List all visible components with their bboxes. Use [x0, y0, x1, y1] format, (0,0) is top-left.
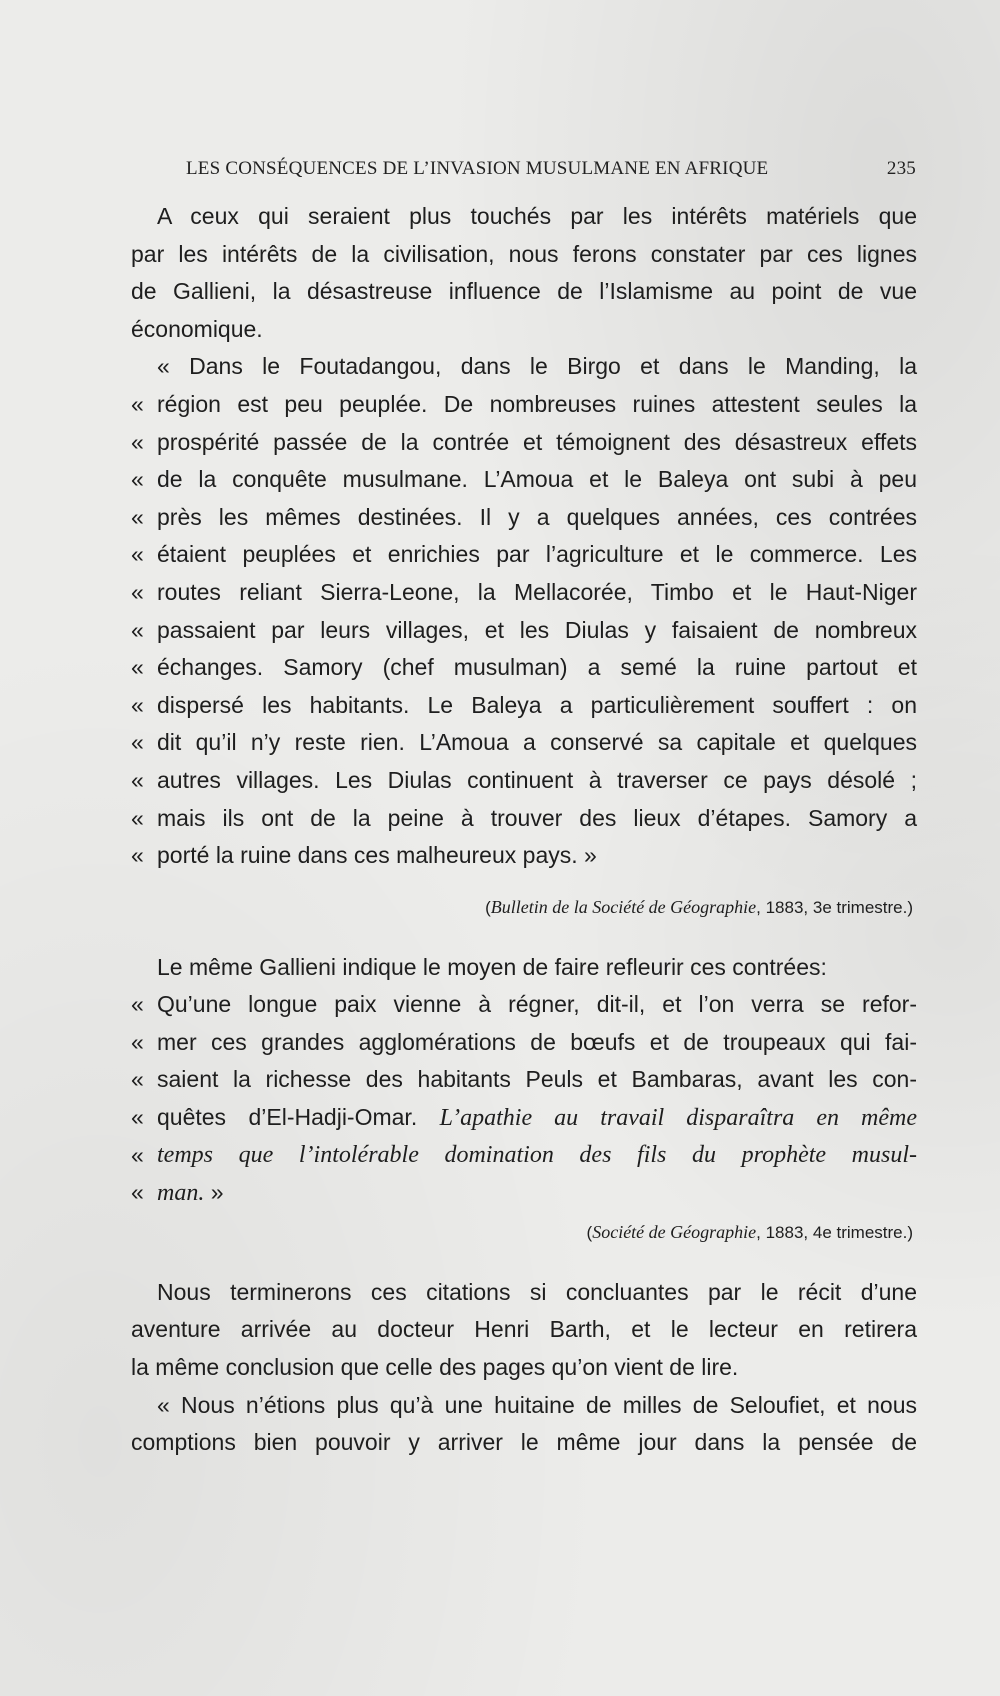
quote-line — [131, 762, 917, 800]
quotation-1 — [131, 348, 917, 874]
quote-line — [131, 837, 917, 875]
quote-text: mer ces grandes agglomérations de bœufs et de troupeaux qui fai- — [157, 1028, 917, 1055]
quote-line — [131, 800, 917, 838]
quote-mark: « — [131, 654, 144, 681]
paragraph-2: Le même Gallieni indique le moyen de faire refleurir ces contrées: — [157, 953, 827, 980]
citation-1: (Bulletin de la Société de Géographie, 1883, 3e trimestre.) — [485, 896, 913, 917]
quote-mark: « — [131, 691, 144, 718]
quote-line — [131, 1174, 917, 1212]
quote-text: saient la richesse des habitants Peuls et Bambaras, avant les con- — [157, 1066, 917, 1093]
paragraph-1 — [131, 198, 917, 348]
quote-line — [131, 649, 917, 687]
quote-mark: « — [131, 1066, 144, 1093]
text-line: Nous terminerons ces citations si concluantes par le récit d’une — [157, 1278, 917, 1305]
quote-mark: « — [131, 729, 144, 756]
text-line: économique. — [131, 315, 263, 342]
quote-text: routes reliant Sierra-Leone, la Mellacorée, Timbo et le Haut-Niger — [157, 578, 917, 605]
quote-line — [131, 986, 917, 1024]
paragraph-3 — [131, 1274, 917, 1387]
quote-text: étaient peuplées et enrichies par l’agriculture et le commerce. Les — [157, 541, 917, 568]
quote-line — [131, 386, 917, 424]
quote-text: dit qu’il n’y reste rien. L’Amoua a conservé sa capitale et quelques — [157, 729, 917, 756]
quote-line — [131, 1061, 917, 1099]
body-text — [131, 198, 917, 1462]
quote-line — [131, 687, 917, 725]
quote-mark: « — [131, 503, 144, 530]
quote-mark: « — [131, 578, 144, 605]
quote-text: échanges. Samory (chef musulman) a semé la ruine partout et — [157, 654, 917, 681]
citation-details: , 1883, 3e trimestre.) — [756, 897, 913, 917]
paragraph-4 — [131, 1387, 917, 1462]
quote-line — [131, 574, 917, 612]
running-head — [186, 158, 916, 180]
quote-mark: « — [131, 1141, 144, 1168]
italic-text: L’apathie au travail disparaîtra en même — [439, 1105, 918, 1132]
quote-text: de la conquête musulmane. L’Amoua et le Baleya ont subi à peu — [157, 466, 917, 493]
quote-mark: « — [131, 390, 144, 417]
quotation-2 — [131, 986, 917, 1212]
italic-text: man. — [157, 1180, 205, 1207]
quote-text: passaient par leurs villages, et les Diulas y faisaient de nombreux — [157, 616, 917, 643]
citation-details: , 1883, 4e trimestre.) — [756, 1222, 913, 1242]
quote-text: près les mêmes destinées. Il y a quelques années, ces contrées — [157, 503, 917, 530]
quote-line — [131, 1024, 917, 1062]
text-line: « Dans le Foutadangou, dans le Birgo et dans le Manding, la — [157, 353, 917, 380]
quote-line — [131, 536, 917, 574]
quote-text: mais ils ont de la peine à trouver des lieux d’étapes. Samory a — [157, 804, 917, 831]
quote-text: région est peu peuplée. De nombreuses ruines attestent seules la — [157, 390, 917, 417]
text-line: A ceux qui seraient plus touchés par les intérêts matériels que — [157, 203, 917, 229]
quote-text: prospérité passée de la contrée et témoignent des désastreux effets — [157, 428, 917, 455]
quote-mark: « — [131, 842, 144, 869]
quote-line — [131, 1099, 917, 1137]
citation-2: (Société de Géographie, 1883, 4e trimestre.) — [586, 1221, 913, 1242]
quote-text: quêtes d’El-Hadji-Omar. L’apathie au travail disparaîtra en même — [157, 1104, 918, 1132]
quote-line — [131, 1137, 917, 1175]
citation-title: Bulletin de la Société de Géographie — [490, 896, 757, 917]
quote-line — [131, 461, 917, 499]
quote-mark: « — [131, 766, 144, 793]
quote-text: Qu’une longue paix vienne à régner, dit-il, et l’on verra se refor- — [157, 991, 917, 1018]
text-line: par les intérêts de la civilisation, nous ferons constater par ces lignes — [131, 240, 917, 267]
quote-mark: « — [131, 428, 144, 455]
quote-mark: « — [131, 616, 144, 643]
citation-title: Société de Géographie — [592, 1221, 757, 1242]
quote-line — [131, 612, 917, 650]
text-line: « Nous n’étions plus qu’à une huitaine de milles de Seloufiet, et nous — [157, 1391, 917, 1418]
text-line: de Gallieni, la désastreuse influence de l’Islamisme au point de vue — [131, 278, 917, 305]
quote-text: dispersé les habitants. Le Baleya a particulièrement souffert : on — [157, 691, 917, 718]
quote-text: porté la ruine dans ces malheureux pays. » — [157, 842, 597, 869]
text-line: aventure arrivée au docteur Henri Barth, et le lecteur en retirera — [131, 1316, 917, 1343]
text-line: la même conclusion que celle des pages qu’on vient de lire. — [131, 1354, 739, 1381]
quote-mark: « — [131, 541, 144, 568]
italic-text: temps que l’intolérable domination des fils du prophète musul- — [157, 1141, 917, 1168]
quote-mark: « — [131, 804, 144, 831]
quote-line — [131, 424, 917, 462]
quote-text: man. » — [157, 1179, 224, 1207]
quote-mark: « — [131, 1104, 144, 1131]
quote-mark: « — [131, 991, 144, 1018]
quote-mark: « — [131, 466, 144, 493]
page-number: 235 — [886, 158, 916, 179]
text-line: comptions bien pouvoir y arriver le même jour dans la pensée de — [131, 1429, 917, 1456]
quote-line — [131, 499, 917, 537]
quote-mark: « — [131, 1028, 144, 1055]
running-title: LES CONSÉQUENCES DE L’INVASION MUSULMANE EN AFRIQUE — [186, 158, 769, 179]
quote-text: autres villages. Les Diulas continuent à traverser ce pays désolé ; — [157, 766, 917, 793]
quote-line — [131, 724, 917, 762]
quote-mark: « — [131, 1179, 144, 1206]
